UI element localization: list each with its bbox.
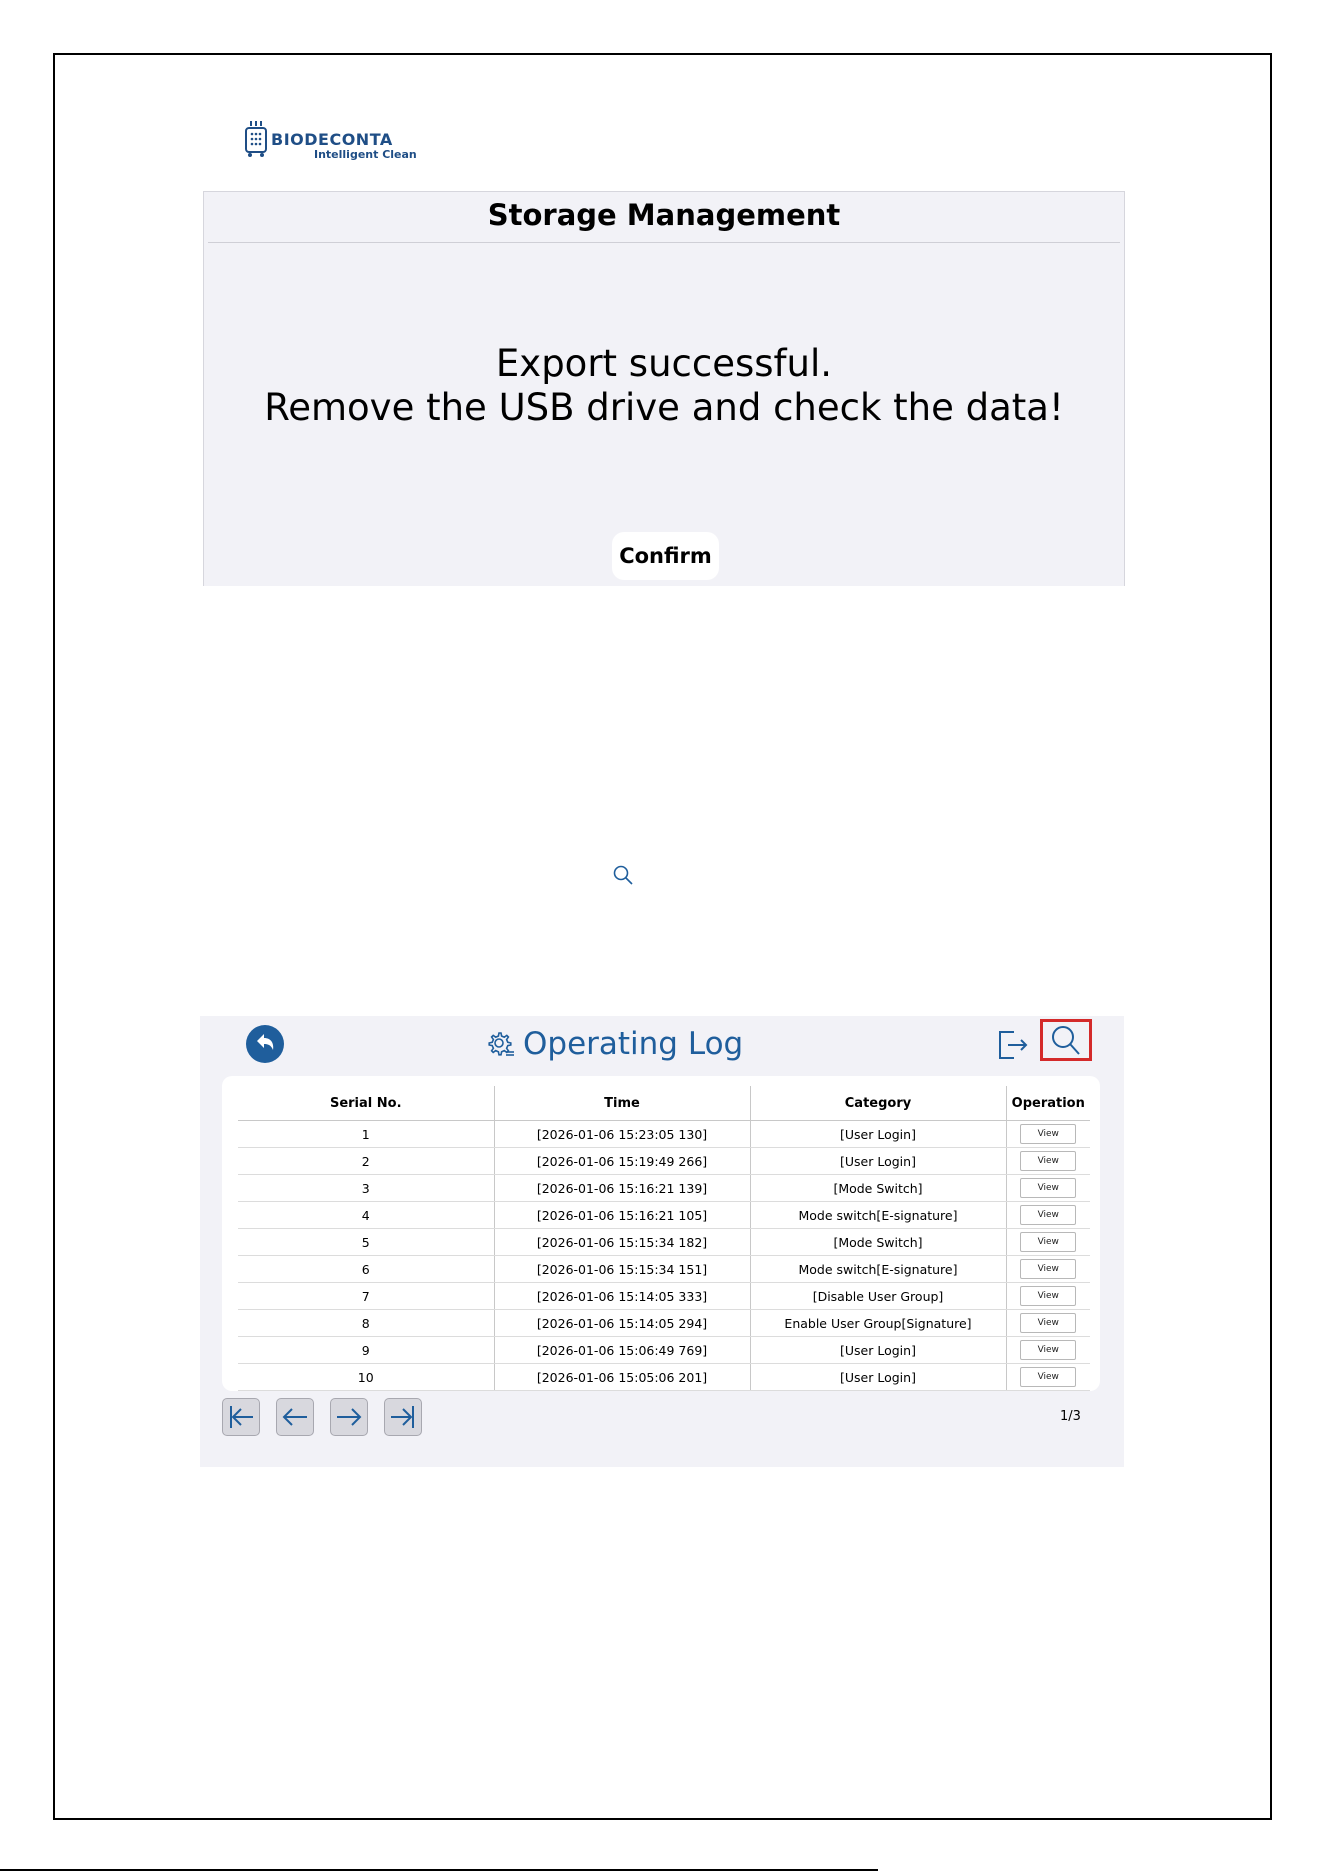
cell-serial: 3 [238, 1175, 494, 1202]
cell-category: [Mode Switch] [750, 1229, 1006, 1256]
cell-category: Mode switch[E-signature] [750, 1202, 1006, 1229]
first-page-icon [226, 1402, 256, 1432]
cell-time: [2026-01-06 15:15:34 182] [494, 1229, 750, 1256]
cell-time: [2026-01-06 15:14:05 294] [494, 1310, 750, 1337]
search-icon [1043, 1022, 1089, 1058]
cell-operation [1006, 1364, 1090, 1391]
cell-serial: 9 [238, 1337, 494, 1364]
page-indicator: 1/3 [1060, 1409, 1081, 1424]
cell-time: [2026-01-06 15:16:21 139] [494, 1175, 750, 1202]
column-header-category: Category [750, 1086, 1006, 1121]
cell-time: [2026-01-06 15:05:06 201] [494, 1364, 750, 1391]
table-row [238, 1364, 1090, 1391]
table-row [238, 1121, 1090, 1148]
page-title [487, 1024, 743, 1064]
view-button[interactable]: View [1020, 1124, 1076, 1144]
table-row [238, 1310, 1090, 1337]
cell-serial: 4 [238, 1202, 494, 1229]
last-page-icon [388, 1402, 418, 1432]
confirm-button[interactable]: Confirm [612, 532, 719, 580]
cell-category: [Disable User Group] [750, 1283, 1006, 1310]
view-button[interactable]: View [1020, 1232, 1076, 1252]
export-icon[interactable] [996, 1026, 1030, 1062]
cell-serial: 5 [238, 1229, 494, 1256]
view-button[interactable]: View [1020, 1313, 1076, 1333]
first-page-button[interactable] [222, 1398, 260, 1436]
storage-management-dialog [203, 191, 1125, 586]
cell-time: [2026-01-06 15:06:49 769] [494, 1337, 750, 1364]
table-row [238, 1202, 1090, 1229]
cell-category: [User Login] [750, 1121, 1006, 1148]
cell-category: [User Login] [750, 1364, 1006, 1391]
cell-time: [2026-01-06 15:16:21 105] [494, 1202, 750, 1229]
cell-serial: 6 [238, 1256, 494, 1283]
cell-category: [User Login] [750, 1148, 1006, 1175]
view-button[interactable]: View [1020, 1178, 1076, 1198]
cell-time: [2026-01-06 15:23:05 130] [494, 1121, 750, 1148]
view-button[interactable]: View [1020, 1205, 1076, 1225]
cell-operation [1006, 1202, 1090, 1229]
view-button[interactable]: View [1020, 1286, 1076, 1306]
cell-serial: 2 [238, 1148, 494, 1175]
logo [244, 120, 424, 164]
cell-serial: 1 [238, 1121, 494, 1148]
cell-category: [User Login] [750, 1337, 1006, 1364]
dialog-divider [208, 242, 1120, 243]
cell-time: [2026-01-06 15:19:49 266] [494, 1148, 750, 1175]
back-icon[interactable] [245, 1024, 285, 1064]
cell-time: [2026-01-06 15:15:34 151] [494, 1256, 750, 1283]
previous-page-icon [280, 1402, 310, 1432]
gear-icon [487, 1030, 515, 1058]
operating-log-title: Operating Log [523, 1026, 744, 1062]
search-icon [612, 864, 634, 886]
table-row [238, 1175, 1090, 1202]
column-header-time: Time [494, 1086, 750, 1121]
table-row [238, 1229, 1090, 1256]
dialog-message [204, 342, 1124, 430]
cell-serial: 10 [238, 1364, 494, 1391]
cell-serial: 8 [238, 1310, 494, 1337]
table-row [238, 1337, 1090, 1364]
log-table [238, 1086, 1090, 1391]
logo-device-icon [244, 120, 268, 158]
table-row [238, 1256, 1090, 1283]
view-button[interactable]: View [1020, 1259, 1076, 1279]
table-header-row [238, 1086, 1090, 1121]
logo-tagline: Intelligent Clean [314, 148, 417, 161]
previous-page-button[interactable] [276, 1398, 314, 1436]
cell-category: Mode switch[E-signature] [750, 1256, 1006, 1283]
log-table-card [222, 1076, 1100, 1391]
last-page-button[interactable] [384, 1398, 422, 1436]
next-page-button[interactable] [330, 1398, 368, 1436]
view-button[interactable]: View [1020, 1340, 1076, 1360]
log-table-body [238, 1121, 1090, 1391]
cell-time: [2026-01-06 15:14:05 333] [494, 1283, 750, 1310]
footer-rule [0, 1869, 878, 1871]
column-header-serial: Serial No. [238, 1086, 494, 1121]
cell-operation [1006, 1175, 1090, 1202]
cell-operation [1006, 1148, 1090, 1175]
logo-wordmark: BIODECONTA [271, 130, 393, 149]
cell-operation [1006, 1121, 1090, 1148]
table-row [238, 1283, 1090, 1310]
cell-serial: 7 [238, 1283, 494, 1310]
cell-category: [Mode Switch] [750, 1175, 1006, 1202]
dialog-title: Storage Management [487, 198, 841, 232]
cell-operation [1006, 1229, 1090, 1256]
dialog-message-line-2: Remove the USB drive and check the data! [264, 386, 1064, 429]
search-button[interactable] [1040, 1019, 1092, 1061]
dialog-message-line-1: Export successful. [495, 342, 833, 385]
table-row [238, 1148, 1090, 1175]
operating-log-screen [200, 1016, 1124, 1467]
cell-category: Enable User Group[Signature] [750, 1310, 1006, 1337]
next-page-icon [334, 1402, 364, 1432]
cell-operation [1006, 1256, 1090, 1283]
view-button[interactable]: View [1020, 1367, 1076, 1387]
column-header-operation: Operation [1006, 1086, 1090, 1121]
cell-operation [1006, 1283, 1090, 1310]
view-button[interactable]: View [1020, 1151, 1076, 1171]
cell-operation [1006, 1310, 1090, 1337]
cell-operation [1006, 1337, 1090, 1364]
